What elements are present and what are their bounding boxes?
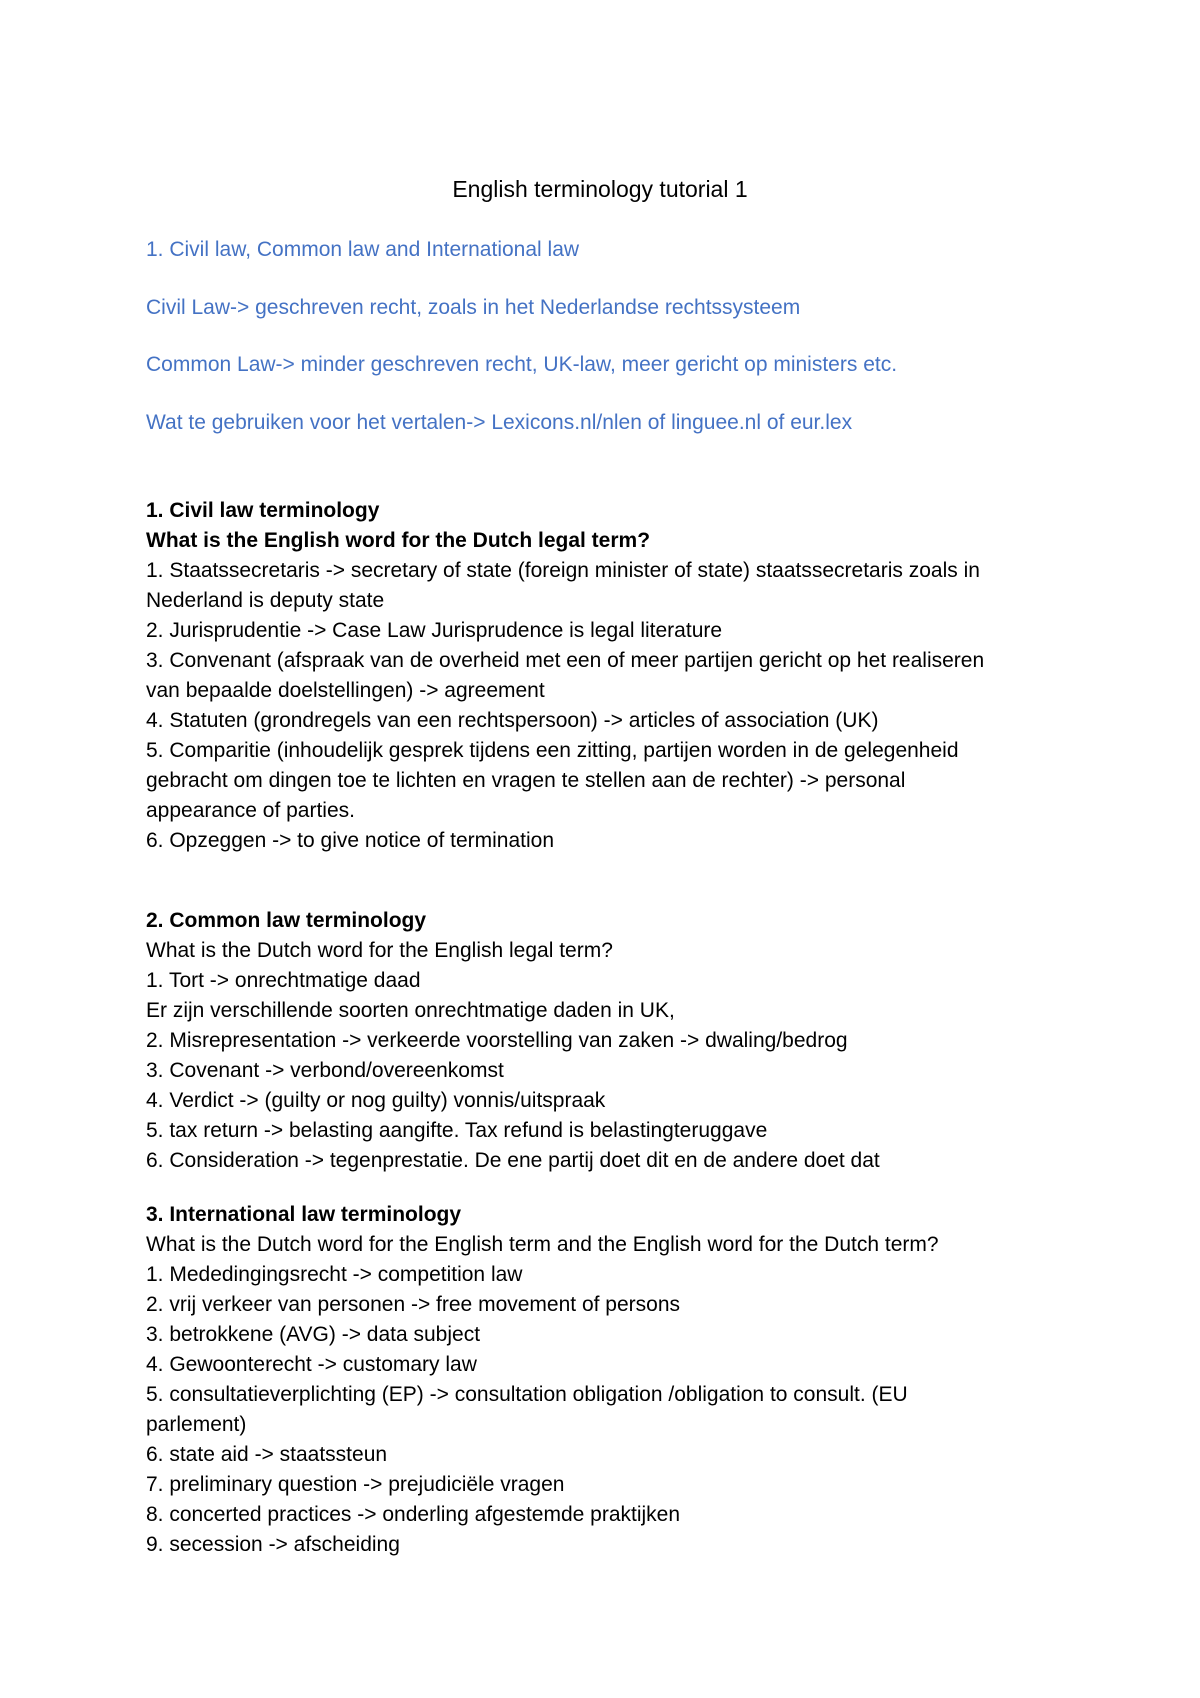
common-law-section — [146, 906, 1066, 1176]
list-item: 6. Consideration -> tegenprestatie. De ene partij doet dit en de andere doet dat — [146, 1149, 880, 1172]
section-question: What is the Dutch word for the English legal term? — [146, 939, 613, 962]
intro-translation-tools: Wat te gebruiken voor het vertalen-> Lexicons.nl/nlen of linguee.nl of eur.lex — [146, 411, 853, 434]
section-question: What is the English word for the Dutch legal term? — [146, 529, 651, 552]
list-item: 8. concerted practices -> onderling afgestemde praktijken — [146, 1503, 681, 1526]
list-item: 4. Statuten (grondregels van een rechtspersoon) -> articles of association (UK) — [146, 709, 879, 732]
list-item: parlement) — [146, 1413, 247, 1436]
list-item: 1. Staatssecretaris -> secretary of state (foreign minister of state) staatssecretaris zoals in — [146, 559, 980, 582]
list-item: 4. Verdict -> (guilty or nog guilty) vonnis/uitspraak — [146, 1089, 606, 1112]
international-law-section — [146, 1200, 1066, 1560]
list-item: 5. consultatieverplichting (EP) -> consultation obligation /obligation to consult. (EU — [146, 1383, 908, 1406]
list-item: 5. Comparitie (inhoudelijk gesprek tijdens een zitting, partijen worden in de gelegenheid — [146, 739, 959, 762]
section-heading: 1. Civil law terminology — [146, 499, 380, 522]
list-item: van bepaalde doelstellingen) -> agreement — [146, 679, 545, 702]
list-item: 1. Mededingingsrecht -> competition law — [146, 1263, 523, 1286]
list-item: Nederland is deputy state — [146, 589, 385, 612]
list-item: 2. Misrepresentation -> verkeerde voorstelling van zaken -> dwaling/bedrog — [146, 1029, 848, 1052]
list-item: Er zijn verschillende soorten onrechtmatige daden in UK, — [146, 999, 675, 1022]
list-item: 4. Gewoonterecht -> customary law — [146, 1353, 477, 1376]
intro-heading: 1. Civil law, Common law and International law — [146, 238, 580, 261]
civil-law-section — [146, 496, 1066, 856]
list-item: 3. Covenant -> verbond/overeenkomst — [146, 1059, 504, 1082]
list-item: gebracht om dingen toe te lichten en vragen te stellen aan de rechter) -> personal — [146, 769, 906, 792]
list-item: 9. secession -> afscheiding — [146, 1533, 400, 1556]
list-item: 3. Convenant (afspraak van de overheid met een of meer partijen gericht op het realiseren — [146, 649, 985, 672]
intro-civil-law: Civil Law-> geschreven recht, zoals in het Nederlandse rechtssysteem — [146, 296, 801, 319]
list-item: 1. Tort -> onrechtmatige daad — [146, 969, 421, 992]
section-question: What is the Dutch word for the English term and the English word for the Dutch term? — [146, 1233, 939, 1256]
list-item: 6. Opzeggen -> to give notice of termination — [146, 829, 554, 852]
intro-common-law: Common Law-> minder geschreven recht, UK-law, meer gericht op ministers etc. — [146, 353, 898, 376]
list-item: 3. betrokkene (AVG) -> data subject — [146, 1323, 481, 1346]
list-item: appearance of parties. — [146, 799, 355, 822]
list-item: 2. vrij verkeer van personen -> free movement of persons — [146, 1293, 681, 1316]
list-item: 5. tax return -> belasting aangifte. Tax refund is belastingteruggave — [146, 1119, 768, 1142]
list-item: 7. preliminary question -> prejudiciële vragen — [146, 1473, 565, 1496]
list-item: 6. state aid -> staatssteun — [146, 1443, 388, 1466]
section-heading: 3. International law terminology — [146, 1203, 462, 1226]
section-heading: 2. Common law terminology — [146, 909, 427, 932]
page-title: English terminology tutorial 1 — [452, 176, 748, 202]
list-item: 2. Jurisprudentie -> Case Law Jurisprudence is legal literature — [146, 619, 723, 642]
